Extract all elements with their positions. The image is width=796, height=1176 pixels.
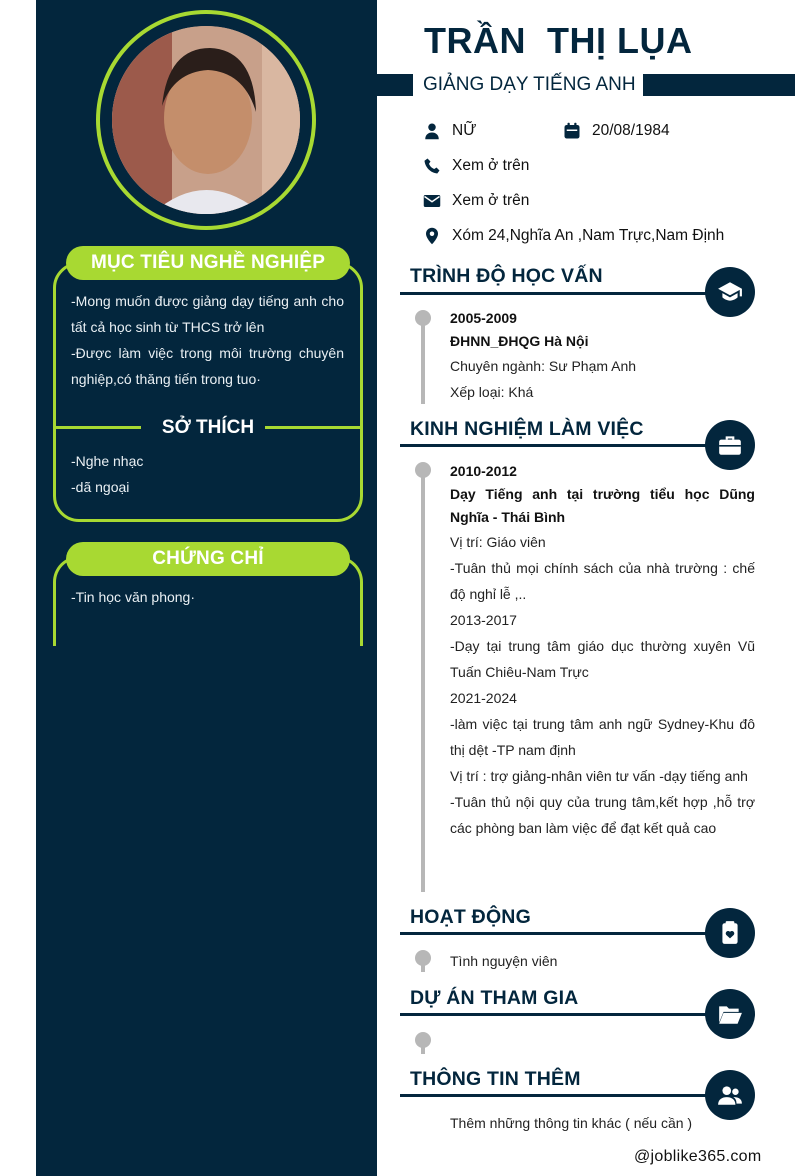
phone-icon: [422, 156, 442, 176]
birthdate-row: [562, 121, 670, 141]
experience-period: 2010-2012: [450, 463, 517, 479]
extra-content: [450, 1110, 755, 1136]
user-icon: [422, 121, 442, 141]
education-period: 2005-2009: [450, 310, 517, 326]
email-row: [422, 191, 529, 211]
footer-watermark: @joblike365.com: [634, 1148, 762, 1165]
address-value: Xóm 24,Nghĩa An ,Nam Trực,Nam Định: [452, 227, 725, 244]
phone-value: Xem ở trên: [452, 157, 530, 174]
avatar: [112, 26, 300, 214]
birthdate-value: 20/08/1984: [592, 122, 670, 139]
experience-employer: Dạy Tiếng anh tại trường tiểu học Dũng Nghĩa - Thái Bình: [450, 486, 755, 525]
experience-line: 2021-2024: [450, 690, 517, 706]
education-major: Chuyên ngành: Sư Phạm Anh: [450, 358, 637, 374]
candidate-name: TRẦN THỊ LỤA: [424, 20, 693, 61]
calendar-icon: [562, 121, 582, 141]
education-timeline: [421, 318, 425, 404]
experience-line: Vị trí: Giáo viên: [450, 534, 546, 550]
hobby-heading: SỞ THÍCH: [161, 417, 255, 438]
activities-heading: HOẠT ĐỘNG: [410, 906, 531, 928]
education-grade: Xếp loại: Khá: [450, 384, 534, 400]
hobby-heading-divider: [56, 414, 360, 442]
extra-text: Thêm những thông tin khác ( nếu cần ): [450, 1115, 693, 1131]
phone-row: [422, 156, 529, 176]
cert-line: -Tin học văn phong·: [71, 589, 195, 605]
gender-row: [422, 121, 476, 141]
experience-line: -Dạy tại trung tâm giáo dục thường xuyên Vũ Tuấn Chiêu-Nam Trực: [450, 638, 755, 680]
folder-open-icon: [705, 989, 755, 1039]
extra-rule: [400, 1094, 730, 1097]
education-rule: [400, 292, 730, 295]
cert-text: [71, 584, 344, 610]
education-content: [450, 307, 755, 405]
hobby-text: [71, 448, 344, 500]
hobby-line: -Nghe nhạc: [71, 453, 144, 469]
experience-rule: [400, 444, 730, 447]
activities-content: [450, 948, 755, 974]
goal-heading: MỤC TIÊU NGHỀ NGHIỆP: [66, 246, 350, 280]
projects-heading: DỰ ÁN THAM GIA: [410, 987, 579, 1009]
activities-text: Tình nguyện viên: [450, 953, 558, 969]
experience-line: -làm việc tại trung tâm anh ngữ Sydney-Khu đô thị dệt -TP nam định: [450, 716, 755, 758]
email-value: Xem ở trên: [452, 192, 530, 209]
hobby-line: -dã ngoại: [71, 479, 130, 495]
profile-photo: [112, 26, 300, 214]
address-row: [422, 226, 724, 246]
experience-heading: KINH NGHIỆM LÀM VIỆC: [410, 418, 644, 440]
experience-timeline: [421, 470, 425, 892]
goal-text: [71, 288, 344, 392]
job-title: GIẢNG DẠY TIẾNG ANH: [413, 68, 643, 102]
envelope-icon: [422, 191, 442, 211]
education-heading: TRÌNH ĐỘ HỌC VẤN: [410, 265, 603, 287]
experience-line: 2013-2017: [450, 612, 517, 628]
avatar-frame: [96, 10, 316, 230]
timeline-dot: [415, 462, 431, 478]
activities-rule: [400, 932, 730, 935]
goal-line: -Được làm việc trong môi trường chuyên nghiệp,có thăng tiến trong tuo·: [71, 345, 344, 387]
cert-heading: CHỨNG CHỈ: [66, 542, 350, 576]
goal-line: -Mong muốn được giảng dạy tiếng anh cho tất cả học sinh từ THCS trở lên: [71, 293, 344, 335]
map-pin-icon: [422, 226, 442, 246]
experience-line: Vị trí : trợ giảng-nhân viên tư vấn -dạy tiếng anh: [450, 768, 748, 784]
projects-rule: [400, 1013, 730, 1016]
left-panel: [36, 0, 377, 1176]
timeline-dot: [415, 1032, 431, 1048]
education-school: ĐHNN_ĐHQG Hà Nội: [450, 333, 589, 349]
experience-content: [450, 460, 755, 841]
experience-line: -Tuân thủ mọi chính sách của nhà trường : chế độ nghỉ lễ ,..: [450, 560, 755, 602]
gender-value: NỮ: [452, 122, 477, 139]
extra-heading: THÔNG TIN THÊM: [410, 1068, 581, 1090]
experience-line: -Tuân thủ nội quy của trung tâm,kết hợp ,hỗ trợ các phòng ban làm việc để đạt kết quả cao: [450, 794, 755, 836]
timeline-dot: [415, 950, 431, 966]
timeline-dot: [415, 310, 431, 326]
